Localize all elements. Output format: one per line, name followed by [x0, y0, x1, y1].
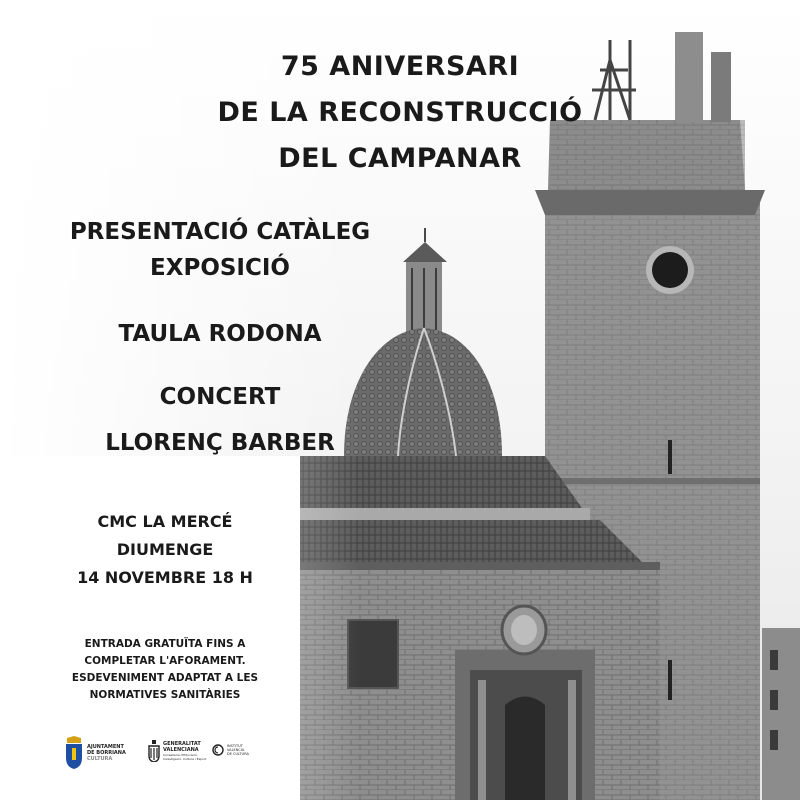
logo-ivc	[212, 744, 249, 756]
venue-datetime: 14 NOVEMBRE 18 H	[77, 568, 253, 587]
ivc-line-2: VALENCIÀ	[227, 748, 245, 752]
round-table-label: TAULA RODONA	[118, 321, 322, 347]
ivc-icon	[212, 744, 224, 756]
borriana-line-2: DE BORRIANA	[87, 750, 126, 756]
note-line-2: COMPLETAR L'AFORAMENT.	[84, 655, 246, 667]
concert-line-1: CONCERT	[159, 384, 281, 410]
generalitat-line-2: VALENCIANA	[163, 747, 199, 753]
coat-of-arms-icon	[64, 736, 84, 770]
ivc-line-1: INSTITUT	[227, 744, 243, 748]
venue-info	[20, 508, 310, 592]
borriana-line-1: AJUNTAMENT	[87, 744, 124, 750]
generalitat-line-1: GENERALITAT	[163, 741, 201, 747]
concert-line-2: LLORENÇ BARBER	[105, 430, 335, 456]
borriana-line-3: CULTURA	[87, 756, 113, 762]
sponsor-logos	[60, 736, 260, 776]
logo-generalitat	[148, 740, 217, 762]
event-catalog-presentation	[20, 214, 420, 286]
event-title	[170, 44, 630, 182]
event-concert	[20, 374, 420, 466]
logo-ajuntament-borriana	[64, 736, 126, 770]
generalitat-line-3: Conselleria d'Educació, Investigació, Cultura i Esport	[163, 753, 207, 761]
note-line-4: NORMATIVES SANITÀRIES	[89, 689, 241, 701]
admission-note	[20, 636, 310, 704]
title-line-1: 75 ANIVERSARI	[280, 51, 520, 82]
catalog-line-1: PRESENTACIÓ CATÀLEG	[69, 219, 371, 245]
distant-building	[762, 628, 800, 800]
event-round-table	[20, 316, 420, 352]
catalog-line-2: EXPOSICIÓ	[150, 255, 290, 281]
note-line-3: ESDEVENIMENT ADAPTAT A LES	[71, 672, 259, 684]
ivc-line-3: DE CULTURA	[227, 752, 249, 756]
title-line-3: DEL CAMPANAR	[278, 143, 522, 174]
title-line-2: DE LA RECONSTRUCCIÓ	[217, 97, 583, 128]
note-line-1: ENTRADA GRATUÏTA FINS A	[84, 638, 246, 650]
venue-place: CMC LA MERCÉ	[97, 512, 233, 531]
generalitat-icon	[148, 740, 160, 762]
venue-day: DIUMENGE	[116, 540, 214, 559]
